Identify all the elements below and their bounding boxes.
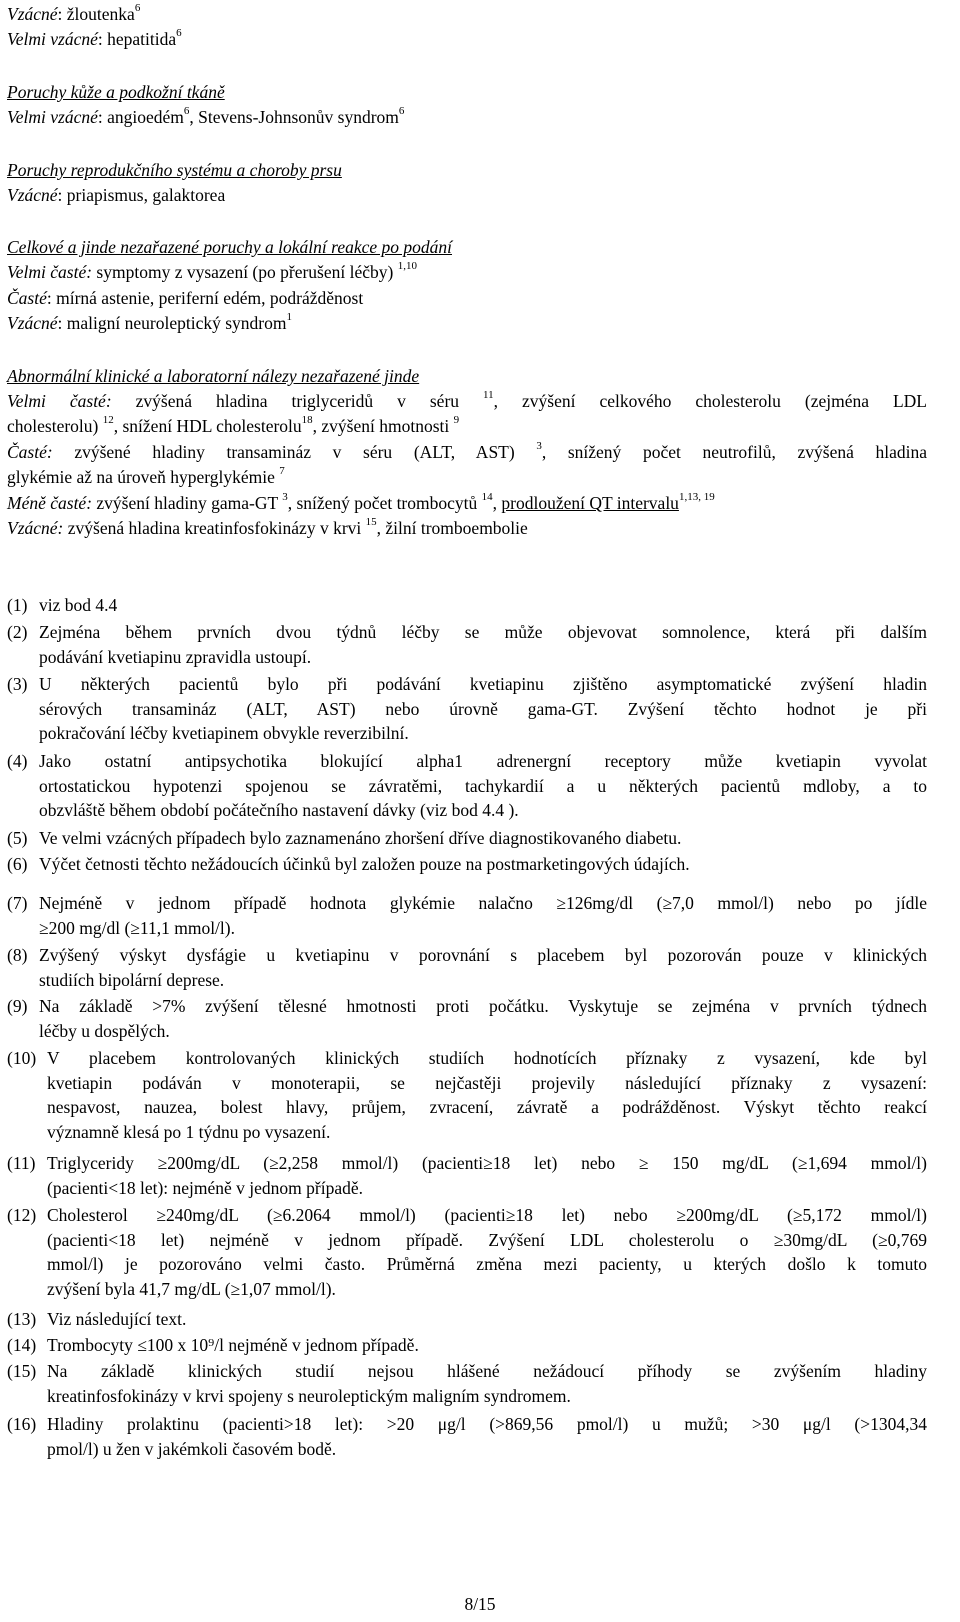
footnote-text: [39, 620, 927, 669]
footnote-line: obzvláště během období počátečního nastavení dávky (viz bod 4.4 ).: [39, 800, 519, 820]
footnote-line: Na základě >7% zvýšení tělesné hmotnosti proti počátku. Vyskytuje se zejména v prvních týdnech: [39, 996, 927, 1016]
footnote-number: (7): [7, 893, 28, 913]
footnote-text: [39, 672, 927, 746]
footnote-text: [39, 826, 927, 851]
footnote-number: (6): [7, 854, 28, 874]
freq-line-very-common: Velmi časté: symptomy z vysazení (po přerušení léčby) $^{1,10}$: [7, 260, 417, 282]
footnote-text: [47, 1046, 927, 1144]
footnote-number: (11): [7, 1153, 36, 1173]
footnote-number: (9): [7, 996, 28, 1016]
footnote-line: zvýšení byla 41,7 mg/dL (≥1,07 mmol/l).: [47, 1278, 336, 1299]
freq-line-rare: Vzácné: priapismus, galaktorea: [7, 185, 226, 205]
freq-line-rare: Vzácné: žloutenka$^6$: [7, 2, 141, 24]
footnote-text: [47, 1203, 927, 1301]
footnote-text: [39, 852, 927, 877]
footnote-line: Triglyceridy ≥200mg/dL (≥2,258 mmol/l) (pacienti≥18 let) nebo ≥ 150 mg/dL (≥1,694 mmol/l): [47, 1153, 927, 1173]
footnote-line: Na základě klinických studií nejsou hlášené nežádoucí příhody se zvýšením hladiny: [47, 1361, 927, 1381]
footnote-number: (10): [7, 1048, 37, 1068]
section-heading-reproductive: Poruchy reprodukčního systému a choroby prsu: [7, 160, 342, 180]
footnote-line: léčby u dospělých.: [39, 1020, 170, 1041]
freq-line-continuation: glykémie až na úroveň hyperglykémie $^7$: [7, 465, 285, 487]
footnote-line: Jako ostatní antipsychotika blokující alpha1 adrenergní receptory může kvetiapin vyvolat: [39, 751, 927, 771]
footnote-line: kvetiapin podáván v monoterapii, se nejčastěji projevily následující příznaky z vysazení:: [47, 1072, 927, 1093]
footnote-line: pmol/l) u žen v jakémkoli časovém bodě.: [47, 1438, 337, 1459]
footnote-line: Viz následující text.: [47, 1309, 187, 1329]
freq-line-continuation: cholesterolu) $^{12}$, snížení HDL cholesterolu$^{18}$, zvýšení hmotnosti $^9$: [7, 414, 460, 436]
footnote-text: [47, 1359, 927, 1408]
footnote-line: Nejméně v jednom případě hodnota glykémie nalačno ≥126mg/dl (≥7,0 mmol/l) nebo po jídle: [39, 893, 927, 913]
footnote-text: [47, 1151, 927, 1200]
footnote-line: ortostatickou hypotenzi spojenou se závratěmi, tachykardií a u některých pacientů mdloby, a to: [39, 775, 927, 796]
footnote-line: pokračování léčby kvetiapinem obvykle reverzibilní.: [39, 723, 409, 743]
footnote-line: Zejména během prvních dvou týdnů léčby se může objevovat somnolence, která při dalším: [39, 622, 927, 642]
footnote-line: Ve velmi vzácných případech bylo zaznamenáno zhoršení dříve diagnostikovaného diabetu.: [39, 828, 682, 848]
footnote-line: (pacienti<18 let): nejméně v jednom případě.: [47, 1177, 364, 1198]
footnote-text: [39, 943, 927, 992]
freq-line-very-rare: Velmi vzácné: hepatitida$^6$: [7, 27, 182, 49]
footnote-line: sérových transamináz (ALT, AST) nebo úrovně gama-GT. Zvýšení těchto hodnot je při: [39, 698, 927, 719]
footnote-line: studiích bipolární deprese.: [39, 969, 225, 990]
freq-line-common: Časté: zvýšené hladiny transamináz v séru (ALT, AST) $^3$, snížený počet neutrofilů, zvýšená hladina: [7, 440, 928, 462]
section-heading-skin: Poruchy kůže a podkožní tkáně: [7, 82, 225, 102]
footnote-line: mmol/l) je pozorováno velmi často. Průměrná změna mezi pacienty, u kterých došlo k tomuto: [47, 1254, 927, 1274]
footnote-line: V placebem kontrolovaných klinických studiích hodnotících příznaky z vysazení, kde byl: [47, 1048, 927, 1068]
footnote-line: Cholesterol ≥240mg/dL (≥6.2064 mmol/l) (pacienti≥18 let) nebo ≥200mg/dL (≥5,172 mmol/l): [47, 1205, 927, 1225]
section-heading-lab: Abnormální klinické a laboratorní nálezy nezařazené jinde: [7, 366, 420, 386]
footnote-line: ≥200 mg/dl (≥11,1 mmol/l).: [39, 917, 235, 938]
footnote-number: (5): [7, 828, 28, 848]
footnote-number: (15): [7, 1361, 37, 1381]
footnote-line: viz bod 4.4: [39, 595, 118, 615]
footnote-text: [39, 593, 927, 618]
footnote-text: [47, 1333, 927, 1358]
footnote-line: podávání kvetiapinu zpravidla ustoupí.: [39, 646, 312, 667]
section-heading-general: Celkové a jinde nezařazené poruchy a lokální reakce po podání: [7, 237, 452, 257]
footnote-number: (8): [7, 945, 28, 965]
footnote-line: Hladiny prolaktinu (pacienti>18 let): >20 μg/l (>869,56 pmol/l) u mužů; >30 μg/l (>1304,34: [47, 1414, 927, 1434]
footnote-line: Zvýšený výskyt dysfágie u kvetiapinu v porovnání s placebem byl pozorován pouze v klinických: [39, 945, 927, 965]
footnote-text: [39, 749, 927, 823]
footnote-line: kreatinfosfokinázy v krvi spojeny s neuroleptickým maligním syndromem.: [47, 1385, 571, 1406]
page-number: 8/15: [464, 1594, 496, 1614]
freq-line-common: Časté: mírná astenie, periferní edém, podrážděnost: [7, 288, 364, 308]
freq-line-very-rare: Velmi vzácné: angioedém$^6$, Stevens-Johnsonův syndrom$^6$: [7, 105, 405, 127]
footnote-text: [39, 891, 927, 940]
footnote-number: (12): [7, 1205, 37, 1225]
qt-interval-link: prodloužení QT intervalu: [501, 493, 679, 513]
footnote-line: Trombocyty ≤100 x 10⁹/l nejméně v jednom případě.: [47, 1335, 419, 1355]
freq-line-very-common: Velmi časté: zvýšená hladina triglyceridů v séru $^{11}$, zvýšení celkového cholesterolu (zejména LDL: [7, 389, 927, 411]
freq-line-uncommon: Méně časté: zvýšení hladiny gama-GT $^3$, snížený počet trombocytů $^{14}$, prodloužení QT intervalu$^{1,13, 19}$: [7, 491, 715, 513]
footnote-line: nespavost, nauzea, bolest hlavy, průjem, zvracení, závratě a podrážděnost. Výskyt těchto reakcí: [47, 1097, 927, 1117]
footnote-number: (4): [7, 751, 28, 771]
footnote-line: významně klesá po 1 týdnu po vysazení.: [47, 1121, 331, 1142]
footnote-number: (3): [7, 674, 28, 694]
footnote-line: (pacienti<18 let) nejméně v jednom případě. Zvýšení LDL cholesterolu o ≥30mg/dL (≥0,769: [47, 1229, 927, 1250]
footnote-text: [47, 1412, 927, 1461]
footnote-line: Výčet četnosti těchto nežádoucích účinků byl založen pouze na postmarketingových údajích.: [39, 854, 690, 874]
freq-line-rare: Vzácné: maligní neuroleptický syndrom$^1$: [7, 311, 292, 333]
footnote-number: (2): [7, 622, 28, 642]
footnote-number: (16): [7, 1414, 37, 1434]
freq-line-rare: Vzácné: zvýšená hladina kreatinfosfokinázy v krvi $^{15}$, žilní tromboembolie: [7, 516, 528, 538]
footnote-text: [47, 1307, 927, 1332]
footnote-text: [39, 994, 927, 1043]
footnote-number: (1): [7, 595, 28, 615]
footnote-number: (14): [7, 1335, 37, 1355]
footnote-number: (13): [7, 1309, 37, 1329]
footnote-line: U některých pacientů bylo při podávání kvetiapinu zjištěno asymptomatické zvýšení hladin: [39, 674, 927, 694]
